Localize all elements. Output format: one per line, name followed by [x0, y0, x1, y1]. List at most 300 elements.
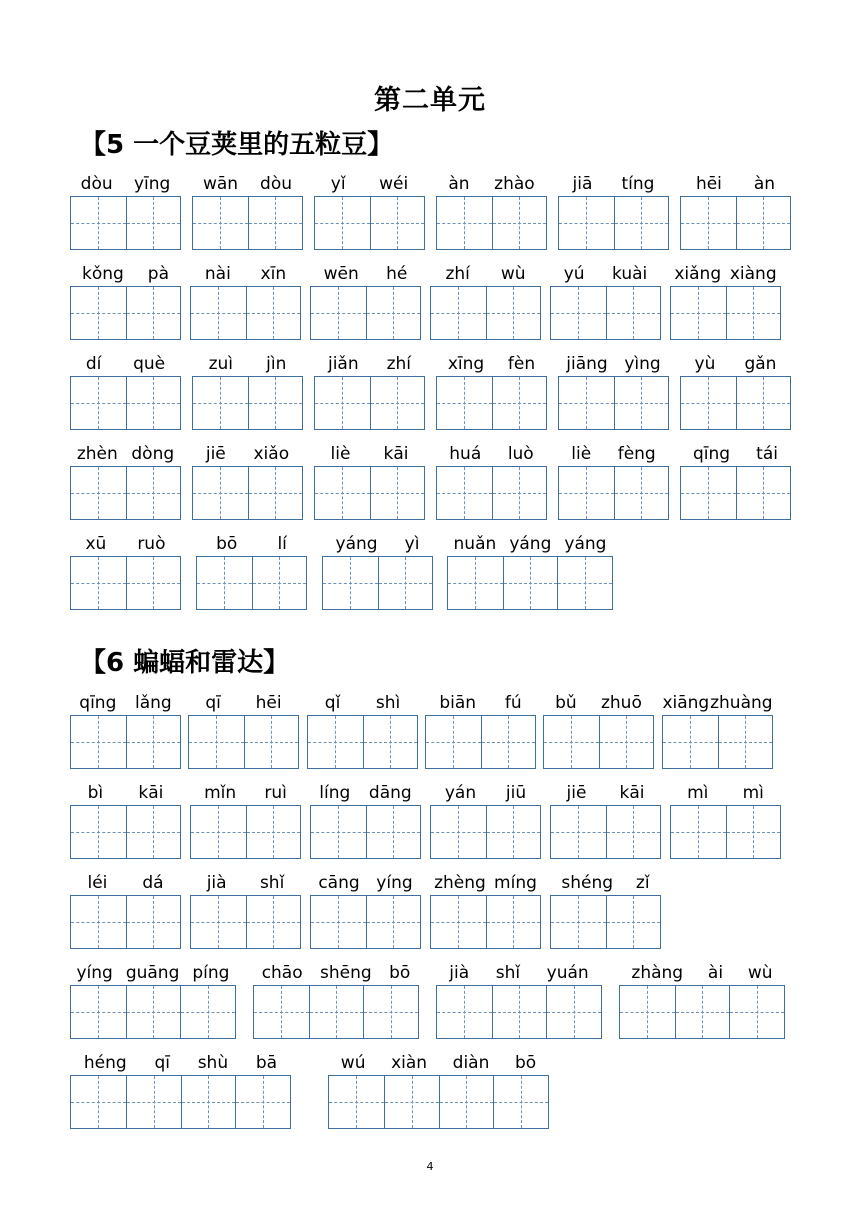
- pinyin-syllable: dí: [85, 354, 102, 374]
- pinyin-line: [307, 689, 418, 713]
- pinyin-syllable: dòu: [260, 174, 292, 194]
- tianzige-cell[interactable]: [252, 557, 307, 609]
- tianzige-cell[interactable]: [551, 287, 606, 339]
- tianzige-cell[interactable]: [559, 377, 614, 429]
- writing-grid[interactable]: [662, 715, 773, 769]
- pinyin-syllable: jiāng: [566, 354, 608, 374]
- writing-grid[interactable]: [670, 286, 781, 340]
- pinyin-line: [310, 779, 421, 803]
- pinyin-line: [70, 689, 181, 713]
- tianzige-cell[interactable]: [193, 377, 248, 429]
- pinyin-line: [70, 779, 181, 803]
- pinyin-syllable: hēi: [255, 693, 282, 713]
- pinyin-syllable: bǔ: [555, 693, 577, 713]
- word-item: [430, 779, 541, 859]
- pinyin-syllable: zhuàng: [710, 693, 773, 713]
- tianzige-cell[interactable]: [448, 557, 503, 609]
- tianzige-cell[interactable]: [681, 197, 736, 249]
- pinyin-line: [430, 260, 541, 284]
- tianzige-cell[interactable]: [437, 377, 492, 429]
- tianzige-cell[interactable]: [180, 986, 235, 1038]
- writing-grid[interactable]: [70, 196, 181, 250]
- word-item: [558, 350, 669, 430]
- tianzige-cell[interactable]: [726, 806, 781, 858]
- word-item: [322, 530, 433, 610]
- pinyin-syllable: bō: [389, 963, 411, 983]
- pinyin-syllable: hé: [386, 264, 408, 284]
- tianzige-cell[interactable]: [315, 467, 370, 519]
- pinyin-syllable: yíng: [76, 963, 113, 983]
- tianzige-cell[interactable]: [370, 377, 425, 429]
- pinyin-syllable: ruì: [264, 783, 287, 803]
- writing-grid[interactable]: [70, 556, 181, 610]
- pinyin-line: [192, 350, 303, 374]
- writing-grid[interactable]: [190, 895, 301, 949]
- pinyin-line: [310, 260, 421, 284]
- tianzige-cell[interactable]: [311, 806, 366, 858]
- pinyin-line: [328, 1049, 549, 1073]
- word-item: [670, 260, 781, 340]
- writing-grid[interactable]: [192, 466, 303, 520]
- pinyin-syllable: qī: [154, 1053, 170, 1073]
- tianzige-cell[interactable]: [311, 287, 366, 339]
- tianzige-cell[interactable]: [736, 197, 791, 249]
- writing-grid[interactable]: [680, 376, 791, 430]
- writing-grid[interactable]: [425, 715, 536, 769]
- tianzige-cell[interactable]: [370, 197, 425, 249]
- writing-grid[interactable]: [447, 556, 613, 610]
- tianzige-cell[interactable]: [71, 377, 126, 429]
- writing-grid[interactable]: [70, 286, 181, 340]
- writing-grid[interactable]: [314, 376, 425, 430]
- writing-grid[interactable]: [192, 196, 303, 250]
- writing-grid[interactable]: [550, 286, 661, 340]
- word-item: [430, 869, 541, 949]
- tianzige-cell[interactable]: [486, 806, 541, 858]
- tianzige-cell[interactable]: [675, 986, 730, 1038]
- pinyin-line: [253, 959, 419, 983]
- tianzige-cell[interactable]: [431, 806, 486, 858]
- pinyin-syllable: shì: [375, 693, 401, 713]
- writing-grid[interactable]: [558, 466, 669, 520]
- pinyin-line: [430, 779, 541, 803]
- pinyin-line: [70, 869, 181, 893]
- tianzige-cell[interactable]: [503, 557, 558, 609]
- tianzige-cell[interactable]: [315, 377, 370, 429]
- writing-grid[interactable]: [619, 985, 785, 1039]
- tianzige-cell[interactable]: [492, 986, 547, 1038]
- tianzige-cell[interactable]: [191, 896, 246, 948]
- tianzige-cell[interactable]: [493, 1076, 548, 1128]
- pinyin-syllable: lí: [277, 534, 287, 554]
- tianzige-cell[interactable]: [191, 806, 246, 858]
- pinyin-syllable: mì: [742, 783, 764, 803]
- tianzige-cell[interactable]: [431, 896, 486, 948]
- tianzige-cell[interactable]: [191, 287, 246, 339]
- tianzige-cell[interactable]: [71, 896, 126, 948]
- word-item: [190, 779, 301, 859]
- tianzige-cell[interactable]: [736, 377, 791, 429]
- writing-grid[interactable]: [543, 715, 654, 769]
- pinyin-line: [192, 170, 303, 194]
- word-item: [436, 350, 547, 430]
- word-item: [543, 689, 654, 769]
- tianzige-cell[interactable]: [726, 287, 781, 339]
- pinyin-syllable: àn: [753, 174, 776, 194]
- writing-grid[interactable]: [307, 715, 418, 769]
- tianzige-cell[interactable]: [244, 716, 299, 768]
- pinyin-line: [322, 530, 433, 554]
- tianzige-cell[interactable]: [126, 377, 181, 429]
- pinyin-line: [619, 959, 785, 983]
- tianzige-cell[interactable]: [671, 287, 726, 339]
- pinyin-syllable: kāi: [619, 783, 645, 803]
- tianzige-cell[interactable]: [315, 197, 370, 249]
- pinyin-syllable: píng: [192, 963, 230, 983]
- word-item: [310, 869, 421, 949]
- tianzige-cell[interactable]: [620, 986, 675, 1038]
- pinyin-line: [550, 869, 661, 893]
- tianzige-cell[interactable]: [492, 197, 547, 249]
- pinyin-syllable: wú: [340, 1053, 366, 1073]
- writing-grid[interactable]: [328, 1075, 549, 1129]
- tianzige-cell[interactable]: [126, 197, 181, 249]
- tianzige-cell[interactable]: [736, 467, 791, 519]
- writing-grid[interactable]: [70, 985, 236, 1039]
- writing-grid[interactable]: [310, 805, 421, 859]
- tianzige-cell[interactable]: [546, 986, 601, 1038]
- pinyin-line: [196, 530, 307, 554]
- pinyin-syllable: shēng: [320, 963, 372, 983]
- pinyin-line: [543, 689, 654, 713]
- pinyin-syllable: cāng: [318, 873, 360, 893]
- pinyin-syllable: yáng: [564, 534, 607, 554]
- pinyin-syllable: jià: [449, 963, 470, 983]
- pinyin-syllable: héng: [83, 1053, 127, 1073]
- pinyin-syllable: jià: [206, 873, 227, 893]
- tianzige-cell[interactable]: [439, 1076, 494, 1128]
- writing-grid[interactable]: [310, 895, 421, 949]
- pinyin-syllable: ài: [707, 963, 724, 983]
- pinyin-syllable: liè: [571, 444, 592, 464]
- tianzige-cell[interactable]: [126, 716, 181, 768]
- writing-grid[interactable]: [436, 196, 547, 250]
- word-item: [190, 869, 301, 949]
- tianzige-cell[interactable]: [71, 806, 126, 858]
- pinyin-syllable: pà: [147, 264, 169, 284]
- tianzige-cell[interactable]: [544, 716, 599, 768]
- writing-grid[interactable]: [70, 895, 181, 949]
- pinyin-syllable: líng: [319, 783, 351, 803]
- word-item: [436, 170, 547, 250]
- pinyin-line: [670, 779, 781, 803]
- pinyin-syllable: què: [133, 354, 166, 374]
- writing-grid[interactable]: [558, 376, 669, 430]
- tianzige-cell[interactable]: [718, 716, 773, 768]
- tianzige-cell[interactable]: [614, 197, 669, 249]
- tianzige-cell[interactable]: [71, 287, 126, 339]
- tianzige-cell[interactable]: [71, 1076, 126, 1128]
- tianzige-cell[interactable]: [309, 986, 364, 1038]
- word-item: [310, 779, 421, 859]
- tianzige-cell[interactable]: [311, 896, 366, 948]
- pinyin-syllable: xiǎo: [253, 444, 290, 464]
- tianzige-cell[interactable]: [329, 1076, 384, 1128]
- tianzige-cell[interactable]: [308, 716, 363, 768]
- writing-grid[interactable]: [670, 805, 781, 859]
- pinyin-syllable: qīng: [79, 693, 117, 713]
- tianzige-cell[interactable]: [492, 377, 547, 429]
- writing-grid[interactable]: [430, 895, 541, 949]
- pinyin-syllable: dá: [142, 873, 164, 893]
- tianzige-cell[interactable]: [426, 716, 481, 768]
- word-item: [314, 350, 425, 430]
- tianzige-cell[interactable]: [189, 716, 244, 768]
- pinyin-syllable: shù: [197, 1053, 229, 1073]
- tianzige-cell[interactable]: [437, 467, 492, 519]
- tianzige-cell[interactable]: [551, 806, 606, 858]
- word-item: [328, 1049, 549, 1129]
- writing-grid[interactable]: [190, 286, 301, 340]
- word-item: [70, 779, 181, 859]
- pinyin-syllable: qīng: [693, 444, 731, 464]
- tianzige-cell[interactable]: [606, 806, 661, 858]
- tianzige-cell[interactable]: [681, 377, 736, 429]
- writing-grid[interactable]: [550, 805, 661, 859]
- tianzige-cell[interactable]: [559, 197, 614, 249]
- tianzige-cell[interactable]: [254, 986, 309, 1038]
- writing-grid[interactable]: [430, 805, 541, 859]
- pinyin-line: [447, 530, 613, 554]
- writing-grid[interactable]: [680, 196, 791, 250]
- tianzige-cell[interactable]: [481, 716, 536, 768]
- tianzige-cell[interactable]: [378, 557, 433, 609]
- pinyin-line: [70, 170, 181, 194]
- tianzige-cell[interactable]: [363, 986, 418, 1038]
- tianzige-cell[interactable]: [181, 1076, 236, 1128]
- tianzige-cell[interactable]: [126, 287, 181, 339]
- tianzige-cell[interactable]: [663, 716, 718, 768]
- writing-grid[interactable]: [188, 715, 299, 769]
- tianzige-cell[interactable]: [235, 1076, 290, 1128]
- tianzige-cell[interactable]: [551, 896, 606, 948]
- tianzige-cell[interactable]: [729, 986, 784, 1038]
- pinyin-syllable: chāo: [261, 963, 303, 983]
- tianzige-cell[interactable]: [384, 1076, 439, 1128]
- tianzige-cell[interactable]: [671, 806, 726, 858]
- tianzige-cell[interactable]: [599, 716, 654, 768]
- pinyin-syllable: kāi: [383, 444, 409, 464]
- writing-grid[interactable]: [436, 985, 602, 1039]
- pinyin-line: [314, 170, 425, 194]
- pinyin-syllable: yuán: [546, 963, 589, 983]
- pinyin-syllable: zhí: [445, 264, 470, 284]
- writing-grid[interactable]: [253, 985, 419, 1039]
- tianzige-cell[interactable]: [437, 986, 492, 1038]
- tianzige-cell[interactable]: [492, 467, 547, 519]
- tianzige-cell[interactable]: [193, 197, 248, 249]
- writing-grid[interactable]: [436, 376, 547, 430]
- tianzige-cell[interactable]: [559, 467, 614, 519]
- tianzige-cell[interactable]: [614, 467, 669, 519]
- tianzige-cell[interactable]: [614, 377, 669, 429]
- pinyin-line: [680, 350, 791, 374]
- tianzige-cell[interactable]: [248, 377, 303, 429]
- pinyin-syllable: míng: [494, 873, 537, 893]
- writing-grid[interactable]: [310, 286, 421, 340]
- page-number: 4: [426, 1160, 434, 1173]
- tianzige-cell[interactable]: [193, 467, 248, 519]
- tianzige-cell[interactable]: [366, 896, 421, 948]
- pinyin-syllable: tái: [756, 444, 778, 464]
- tianzige-cell[interactable]: [71, 557, 126, 609]
- word-item: [436, 959, 602, 1039]
- writing-grid[interactable]: [680, 466, 791, 520]
- writing-grid[interactable]: [558, 196, 669, 250]
- writing-grid[interactable]: [314, 466, 425, 520]
- writing-grid[interactable]: [196, 556, 307, 610]
- pinyin-line: [425, 689, 536, 713]
- tianzige-cell[interactable]: [437, 197, 492, 249]
- pinyin-syllable: wéi: [379, 174, 409, 194]
- writing-grid[interactable]: [550, 895, 661, 949]
- tianzige-cell[interactable]: [486, 896, 541, 948]
- word-item: [680, 440, 791, 520]
- pinyin-line: [190, 869, 301, 893]
- writing-grid[interactable]: [314, 196, 425, 250]
- pinyin-syllable: zuì: [208, 354, 233, 374]
- tianzige-cell[interactable]: [248, 197, 303, 249]
- tianzige-cell[interactable]: [126, 557, 181, 609]
- tianzige-cell[interactable]: [606, 287, 661, 339]
- tianzige-cell[interactable]: [557, 557, 612, 609]
- tianzige-cell[interactable]: [606, 896, 661, 948]
- pinyin-syllable: zhào: [494, 174, 535, 194]
- pinyin-syllable: kuài: [612, 264, 648, 284]
- tianzige-cell[interactable]: [126, 806, 181, 858]
- pinyin-syllable: xiàng: [729, 264, 777, 284]
- tianzige-cell[interactable]: [71, 467, 126, 519]
- pinyin-syllable: nài: [204, 264, 231, 284]
- word-item: [196, 530, 307, 610]
- tianzige-cell[interactable]: [126, 467, 181, 519]
- word-item: [307, 689, 418, 769]
- word-item: [310, 260, 421, 340]
- pinyin-syllable: mì: [687, 783, 709, 803]
- pinyin-syllable: shéng: [561, 873, 614, 893]
- pinyin-line: [190, 260, 301, 284]
- tianzige-cell[interactable]: [323, 557, 378, 609]
- pinyin-syllable: xīn: [260, 264, 287, 284]
- pinyin-syllable: kǒng: [81, 264, 124, 284]
- word-item: [314, 170, 425, 250]
- writing-grid[interactable]: [70, 1075, 291, 1129]
- tianzige-cell[interactable]: [363, 716, 418, 768]
- pinyin-syllable: bì: [87, 783, 104, 803]
- tianzige-cell[interactable]: [486, 287, 541, 339]
- word-item: [70, 440, 181, 520]
- tianzige-cell[interactable]: [246, 287, 301, 339]
- pinyin-syllable: xū: [85, 534, 107, 554]
- pinyin-syllable: wēn: [323, 264, 359, 284]
- pinyin-syllable: dòng: [131, 444, 175, 464]
- tianzige-cell[interactable]: [71, 716, 126, 768]
- pinyin-line: [436, 170, 547, 194]
- pinyin-syllable: dòu: [80, 174, 113, 194]
- word-item: [253, 959, 419, 1039]
- pinyin-line: [550, 260, 661, 284]
- word-item: [70, 530, 181, 610]
- tianzige-cell[interactable]: [126, 1076, 181, 1128]
- tianzige-cell[interactable]: [71, 986, 126, 1038]
- tianzige-cell[interactable]: [126, 986, 181, 1038]
- pinyin-syllable: jìn: [266, 354, 287, 374]
- word-item: [188, 689, 299, 769]
- pinyin-line: [558, 350, 669, 374]
- pinyin-syllable: zhèng: [434, 873, 486, 893]
- pinyin-syllable: yì: [404, 534, 420, 554]
- pinyin-line: [190, 779, 301, 803]
- pinyin-syllable: biān: [439, 693, 477, 713]
- writing-grid[interactable]: [190, 805, 301, 859]
- tianzige-cell[interactable]: [246, 896, 301, 948]
- word-item: [558, 440, 669, 520]
- pinyin-syllable: yǐ: [330, 174, 346, 194]
- writing-grid[interactable]: [192, 376, 303, 430]
- pinyin-line: [680, 170, 791, 194]
- pinyin-line: [70, 260, 181, 284]
- tianzige-cell[interactable]: [431, 287, 486, 339]
- tianzige-cell[interactable]: [681, 467, 736, 519]
- writing-grid[interactable]: [70, 466, 181, 520]
- pinyin-syllable: yìng: [624, 354, 661, 374]
- writing-grid[interactable]: [70, 376, 181, 430]
- pinyin-syllable: hēi: [695, 174, 722, 194]
- pinyin-syllable: shǐ: [495, 963, 521, 983]
- tianzige-cell[interactable]: [197, 557, 252, 609]
- writing-grid[interactable]: [430, 286, 541, 340]
- tianzige-cell[interactable]: [366, 806, 421, 858]
- tianzige-cell[interactable]: [370, 467, 425, 519]
- pinyin-syllable: diàn: [452, 1053, 490, 1073]
- word-item: [680, 350, 791, 430]
- writing-grid[interactable]: [436, 466, 547, 520]
- pinyin-syllable: jiǎn: [327, 354, 359, 374]
- pinyin-syllable: jiē: [205, 444, 226, 464]
- pinyin-syllable: qī: [205, 693, 221, 713]
- word-item: [70, 869, 181, 949]
- word-item: [192, 350, 303, 430]
- word-item: [430, 260, 541, 340]
- tianzige-cell[interactable]: [248, 467, 303, 519]
- pinyin-syllable: yù: [694, 354, 716, 374]
- pinyin-syllable: léi: [87, 873, 108, 893]
- pinyin-syllable: qǐ: [324, 693, 341, 713]
- pinyin-syllable: tíng: [621, 174, 655, 194]
- writing-grid[interactable]: [70, 715, 181, 769]
- word-item: [70, 1049, 291, 1129]
- tianzige-cell[interactable]: [246, 806, 301, 858]
- tianzige-cell[interactable]: [366, 287, 421, 339]
- pinyin-line: [436, 350, 547, 374]
- word-item: [70, 959, 236, 1039]
- writing-grid[interactable]: [70, 805, 181, 859]
- writing-grid[interactable]: [322, 556, 433, 610]
- pinyin-line: [310, 869, 421, 893]
- tianzige-cell[interactable]: [126, 896, 181, 948]
- pinyin-syllable: xiǎng: [674, 264, 722, 284]
- tianzige-cell[interactable]: [71, 197, 126, 249]
